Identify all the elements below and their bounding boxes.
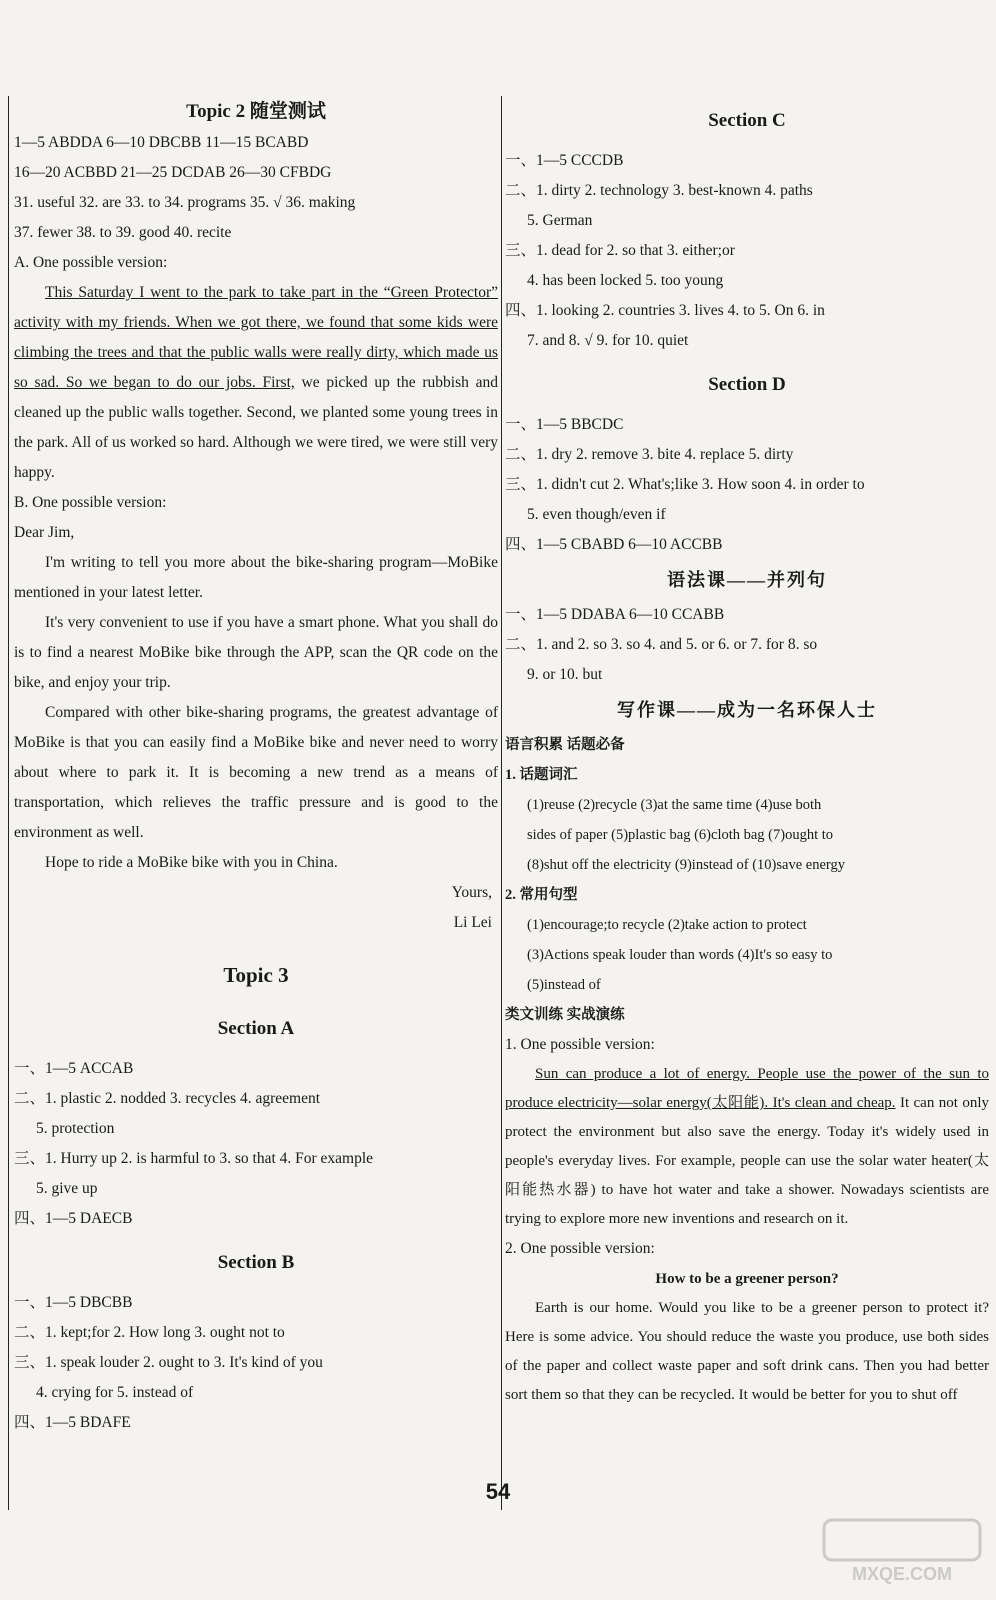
practice-label: 类文训练 实战演练 (505, 1007, 625, 1023)
answer-line: 一、1—5 DBCBB (14, 1294, 133, 1311)
section-b-title: Section B (217, 1252, 295, 1273)
watermark-frame (824, 1520, 980, 1560)
essay-1-label: 1. One possible version: (505, 1036, 655, 1053)
essay-1-underlined: Sun can produce a lot of energy. People use the power of the sun to produce electricity—solar energy(太阳能). It's clean and cheap. (505, 1066, 989, 1111)
topic2-title: Topic 2 随堂测试 (186, 101, 326, 122)
answer-line: 二、1. dirty 2. technology 3. best-known 4. paths (505, 182, 813, 199)
essay-a-underlined: This Saturday I went to the park to take part in the “Green Protector” activity with my friends. When we got there, we found that some kids were climbing the trees and that the public walls were really dirty, which made us so sad. So we began to do our jobs. First, (14, 284, 498, 391)
essay-2-label: 2. One possible version: (505, 1240, 655, 1257)
vocab-line: sides of paper (5)plastic bag (6)cloth bag (7)ought to (527, 827, 834, 843)
answer-line: 4. has been locked 5. too young (527, 272, 724, 289)
language-label: 语言积累 话题必备 (505, 737, 625, 753)
vocab-label: 1. 话题词汇 (505, 767, 578, 783)
section-c-title: Section C (708, 110, 786, 131)
answer-line: 7. and 8. √ 9. for 10. quiet (527, 332, 689, 349)
answer-line: 16—20 ACBBD 21—25 DCDAB 26—30 CFBDG (14, 164, 332, 181)
essay-a-rest: we picked up the rubbish and cleaned up the public walls together. Second, we planted some young trees in the park. All of us worked so hard. Although we were tired, we were still very happy. (14, 374, 498, 481)
answer-line: 三、1. didn't cut 2. What's;like 3. How soon 4. in order to (505, 476, 865, 493)
page-number: 54 (485, 1479, 511, 1504)
letter-closing: Yours, (451, 884, 492, 901)
essay-1 (505, 1060, 989, 1234)
sentence-line: (1)encourage;to recycle (2)take action to protect (527, 917, 807, 933)
answer-line: 9. or 10. but (527, 666, 603, 683)
letter-greeting: Dear Jim, (14, 524, 75, 541)
topic3-title: Topic 3 (223, 963, 289, 987)
vocab-line: (8)shut off the electricity (9)instead of (10)save energy (527, 857, 845, 873)
answer-line: 三、1. Hurry up 2. is harmful to 3. so that 4. For example (14, 1150, 374, 1167)
answer-line: 一、1—5 BBCDC (505, 416, 624, 433)
answer-line: 一、1—5 CCCDB (505, 152, 624, 169)
essay-2: Earth is our home. Would you like to be a greener person to protect it? Here is some advice. You should reduce the waste you produce, use both sides of the paper and collect waste paper and soft drink cans. Then you had better sort them so that they can be recycled. It would be better for you to shut off (505, 1300, 989, 1403)
left-border-line (8, 96, 9, 1510)
answer-line: 5. give up (36, 1180, 98, 1197)
answer-line: 二、1. and 2. so 3. so 4. and 5. or 6. or 7. for 8. so (505, 636, 818, 653)
answer-line: 四、1—5 DAECB (14, 1210, 133, 1227)
letter-paragraph-1: I'm writing to tell you more about the bike-sharing program—MoBike mentioned in your latest letter. (14, 554, 498, 601)
answer-line: 5. German (527, 212, 593, 229)
writing-title: 写作课——成为一名环保人士 (617, 700, 877, 720)
answer-line: 二、1. dry 2. remove 3. bite 4. replace 5. dirty (505, 446, 794, 463)
letter-paragraph-4: Hope to ride a MoBike bike with you in China. (45, 854, 338, 871)
section-a-title: Section A (217, 1018, 295, 1039)
answer-line: 5. protection (36, 1120, 115, 1137)
vocab-line: (1)reuse (2)recycle (3)at the same time (4)use both (527, 797, 822, 813)
sentence-label: 2. 常用句型 (505, 887, 578, 903)
answer-line: 四、1—5 BDAFE (14, 1414, 131, 1431)
answer-line: 三、1. dead for 2. so that 3. either;or (505, 242, 735, 259)
letter-signature: Li Lei (453, 914, 492, 931)
sentence-line: (3)Actions speak louder than words (4)It's so easy to (527, 947, 833, 963)
answer-line: 三、1. speak louder 2. ought to 3. It's kind of you (14, 1354, 323, 1371)
essay-a (14, 278, 498, 488)
answer-line: 一、1—5 DDABA 6—10 CCABB (505, 606, 725, 623)
essay-a-label: A. One possible version: (14, 254, 168, 271)
essay-1-rest: It can not only protect the environment but also save the energy. Today it's widely used in people's everyday lives. For example, people can use the solar water heater(太阳能热水器) to have hot water and take a shower. Nowadays scientists are trying to explore more new inventions and research on it. (505, 1095, 989, 1227)
answer-line: 一、1—5 ACCAB (14, 1060, 134, 1077)
column-divider (501, 96, 502, 1510)
answer-line: 5. even though/even if (527, 506, 666, 523)
letter-paragraph-2: It's very convenient to use if you have a smart phone. What you shall do is to find a nearest MoBike bike through the APP, scan the QR code on the bike, and enjoy your trip. (14, 614, 498, 691)
section-d-title: Section D (708, 374, 786, 395)
left-column (14, 100, 498, 1438)
answer-line: 四、1. looking 2. countries 3. lives 4. to 5. On 6. in (505, 302, 825, 319)
answer-line: 31. useful 32. are 33. to 34. programs 35. √ 36. making (14, 194, 356, 211)
watermark-text: MXQE.COM (851, 1564, 953, 1584)
essay-2-title: How to be a greener person? (655, 1271, 839, 1287)
answer-line: 1—5 ABDDA 6—10 DBCBB 11—15 BCABD (14, 134, 309, 151)
essay-b-label: B. One possible version: (14, 494, 167, 511)
answer-line: 二、1. kept;for 2. How long 3. ought not to (14, 1324, 285, 1341)
sentence-line: (5)instead of (527, 977, 601, 993)
watermark-logo (822, 1518, 982, 1588)
letter-paragraph-3: Compared with other bike-sharing programs, the greatest advantage of MoBike is that you can easily find a MoBike bike and never need to worry about where to park it. It is becoming a new trend as a means of transportation, which relieves the traffic pressure and is good to the environment as well. (14, 704, 498, 841)
answer-line: 二、1. plastic 2. nodded 3. recycles 4. agreement (14, 1090, 321, 1107)
grammar-title: 语法课——并列句 (667, 570, 827, 590)
answer-line: 四、1—5 CBABD 6—10 ACCBB (505, 536, 723, 553)
right-column (505, 100, 989, 1410)
answer-line: 37. fewer 38. to 39. good 40. recite (14, 224, 232, 241)
answer-line: 4. crying for 5. instead of (36, 1384, 194, 1401)
